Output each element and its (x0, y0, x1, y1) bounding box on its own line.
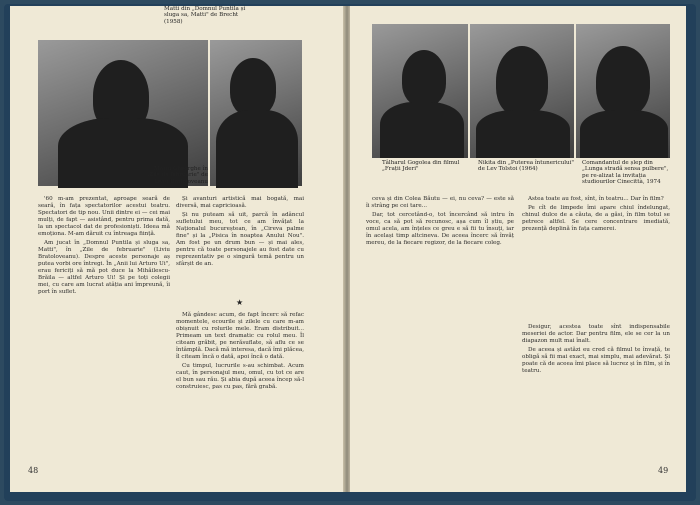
page-number-right: 49 (658, 466, 669, 475)
photo-matti (38, 40, 208, 186)
paragraph: Și nu puteam să uit, parcă în adâncul sufletului meu, tot ce am învățat la Naționalul bucureștean, în „Cireva palme fine" și la „Pisica în noaptea Anului Nou". Am fost pe un drum bun — și mai ales, pentru că toate personajele au fost date cu reprezentativ pe o singură temă pentru un sfârșit de an. (176, 212, 304, 267)
photo-comandant (576, 24, 670, 158)
paragraph: Dar, tot cercetând-o, tot încercând să intru în voce, ca să pot să recunosc, așa cum îl știu, pe omul acela, am înțeles ce greu e să fii tu însuți, iar în același timp altcineva. De aceea încerc să învăț mereu, de la fiecare regizor, de la fiecare coleg. (366, 212, 514, 246)
right-page (350, 6, 686, 492)
paragraph: Astea toate au fost, sînt, în teatru... Dar în film? (528, 196, 664, 202)
right-column-2-after-star (522, 324, 670, 474)
paragraph: Pe cît de limpede îmi apare chiul îndelungat, chinul dulce de a căuta, de a găsi, în film totul se petrece altfel. Se cere concentrare imediată, prezență deplină în fața camerei. (522, 205, 670, 232)
left-page (10, 6, 344, 492)
paragraph: Cu timpul, lucrurile s-au schimbat. Acum caut, în personajul meu, omul, cu tot ce are el bun sau rău. Și abia după aceea încep să-l construiesc, pas cu pas, fără grabă. (176, 363, 304, 390)
left-column-1 (38, 196, 170, 476)
paragraph: Desigur, acestea toate sînt indispensabile meseriei de actor. Dar pentru film, ele se cer la un diapazon mult mai înalt. (522, 324, 670, 344)
photo-marin-gheorghe (210, 40, 302, 186)
paragraph: Și avanturi artistică mai bogată, mai diversă, mai capricioasă. (176, 196, 304, 209)
paragraph: De aceea și astăzi eu cred că filmul te învață, te obligă să fii mai exact, mai simplu, mai adevărat. Și poate că de aceea îmi place să lucrez și în film, și în teatru. (522, 347, 670, 374)
paragraph: Am jucat în „Domnul Puntila și sluga sa, Matti", în „Zile de februarie" (Liviu Bratoloveanu). Despre aceste personaje aș putea vorbi ore întregi. În „Anii lui Arturo Ui", erau fericiți să mă pot duce la Mihăilescu-Brăila — altfel Arturo Ui! Și pe toți colegii mei, cu care am lucrat atâția ani împreună, îi port în suflet. (38, 240, 170, 295)
paragraph: '60 m-am prezentat, aproape seară de seară, în fața spectatorilor acestui teatru. Spectatori de tip nou. Unii dintre ei — cei mai mulți, de fapt — asistând, pentru prima dată, la un spectacol dat de profesioniști. Ideea mă emoționa. M-am dăruit cu întreaga ființă. (38, 196, 170, 237)
photo-nikita (470, 24, 574, 158)
paragraph: Mă gândesc acum, de fapt încerc să refac momentele, ecourile și zilele cu care m-am obișnuit cu rolurile mele. Eram distribuit... Primeam un text dramatic cu rolul meu. Îl citeam grăbit, pe nerăsuflate, să aflu ce se întâmplă. Dacă mă interesa, dacă îmi plăcea, îl citeam încă o dată, apoi încă o dată. (176, 312, 304, 360)
caption-comandant: Comandantul de șlep din „Lunga stradă sensa pulbere", pe re-alizat la invitația studiourilor Cinecittà, 1974 (582, 160, 669, 186)
right-column-2 (522, 196, 670, 316)
section-star: ★ (236, 298, 244, 307)
photo-gogolea (372, 24, 468, 158)
paragraph: ceva și din Colea Băutu — ei, nu ceva? — este să îi strâng pe cei tare... (366, 196, 514, 209)
caption-matti: Matti din „Domnul Puntila și sluga sa, Matti" de Brecht (1958) (164, 6, 246, 25)
caption-gogolea: Tâlharul Gogolea din filmul „Frații Jderi" (382, 160, 460, 173)
caption-marin-gheorghe: Marin Gheorghe în „Zile de februarie" de Liviu Bratoloveanu (146, 166, 208, 185)
left-column-2 (176, 196, 304, 296)
page-number-left: 48 (28, 466, 39, 475)
left-column-2-after-star (176, 312, 304, 482)
caption-nikita: Nikita din „Puterea întunericului" de Lev Tolstoi (1964) (478, 160, 575, 173)
right-column-1 (366, 196, 514, 476)
